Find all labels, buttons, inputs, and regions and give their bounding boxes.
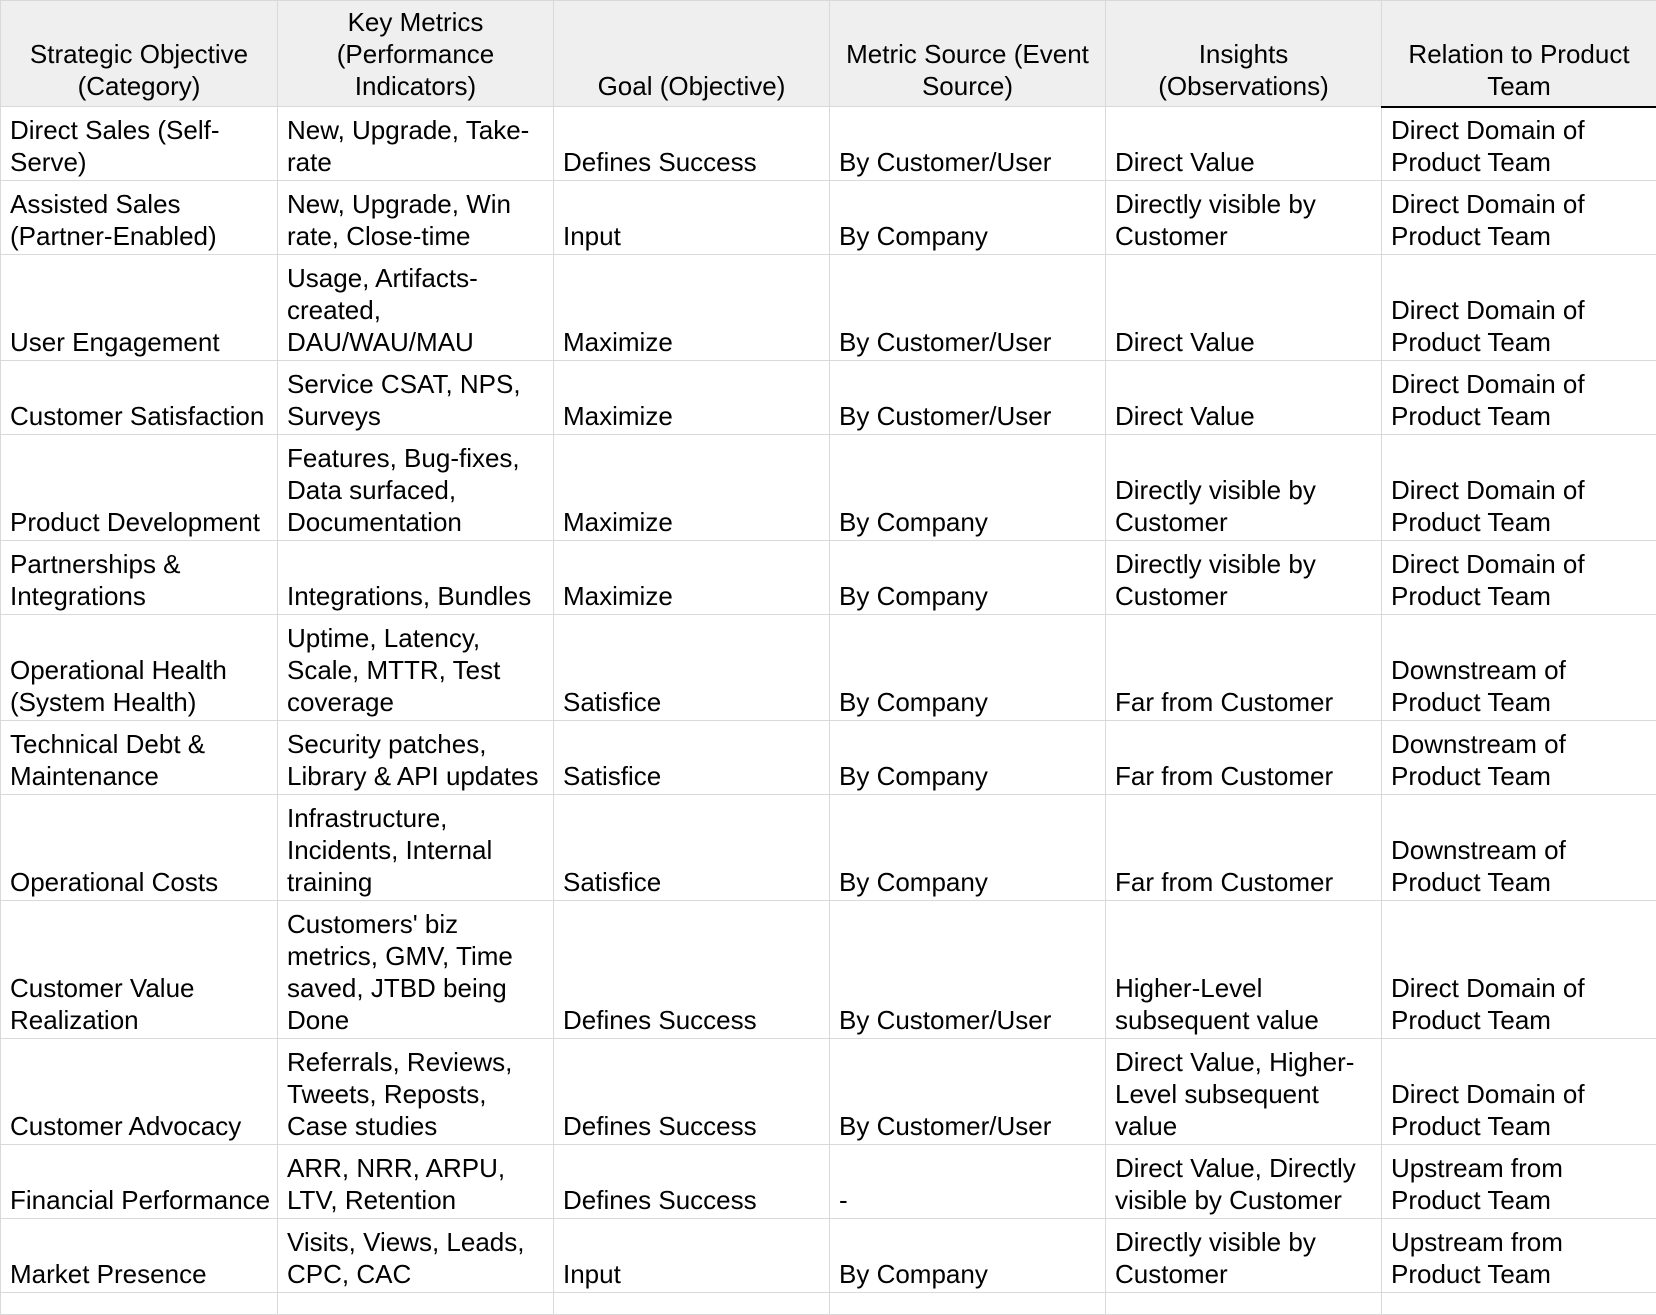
cell-relation[interactable]: Direct Domain of Product Team [1382,181,1656,255]
cell-source[interactable]: By Company [830,181,1106,255]
header-row [1,1,1656,107]
cell-metrics[interactable]: Visits, Views, Leads, CPC, CAC [278,1219,554,1293]
table-row [1,541,1656,615]
cell-source[interactable]: By Company [830,541,1106,615]
cell-objective[interactable]: Operational Health (System Health) [1,615,278,721]
header-insights[interactable]: Insights (Observations) [1106,1,1382,107]
header-relation-to-product-team[interactable]: Relation to Product Team [1382,1,1656,107]
table-row [1,435,1656,541]
cell-insights[interactable]: Directly visible by Customer [1106,541,1382,615]
cell-objective[interactable]: Partnerships & Integrations [1,541,278,615]
table-row [1,615,1656,721]
cell-metrics[interactable]: ARR, NRR, ARPU, LTV, Retention [278,1145,554,1219]
cell-source[interactable]: By Customer/User [830,361,1106,435]
header-goal[interactable]: Goal (Objective) [554,1,830,107]
cell-relation[interactable]: Upstream from Product Team [1382,1219,1656,1293]
cell-objective[interactable]: Financial Performance [1,1145,278,1219]
cell-source[interactable]: By Company [830,795,1106,901]
cell-metrics[interactable]: Integrations, Bundles [278,541,554,615]
table-row [1,795,1656,901]
cell-goal[interactable]: Input [554,181,830,255]
cell-insights[interactable]: Direct Value [1106,255,1382,361]
cell-goal[interactable]: Satisfice [554,615,830,721]
cell-relation[interactable]: Direct Domain of Product Team [1382,541,1656,615]
cell-insights[interactable]: Far from Customer [1106,721,1382,795]
cell-source[interactable]: By Customer/User [830,255,1106,361]
cell-objective[interactable]: Assisted Sales (Partner-Enabled) [1,181,278,255]
cell-relation[interactable]: Downstream of Product Team [1382,721,1656,795]
cell-insights[interactable]: Directly visible by Customer [1106,1219,1382,1293]
cell-metrics[interactable]: Referrals, Reviews, Tweets, Reposts, Case studies [278,1039,554,1145]
cell-objective[interactable]: Customer Satisfaction [1,361,278,435]
cell-metrics[interactable]: Service CSAT, NPS, Surveys [278,361,554,435]
cell-relation[interactable]: Upstream from Product Team [1382,1145,1656,1219]
cell-insights[interactable]: Far from Customer [1106,615,1382,721]
cell-objective[interactable]: User Engagement [1,255,278,361]
cell-insights[interactable]: Directly visible by Customer [1106,181,1382,255]
cell-goal[interactable]: Satisfice [554,795,830,901]
cell-source[interactable]: By Customer/User [830,901,1106,1039]
empty-cell[interactable] [1382,1293,1656,1315]
cell-goal[interactable]: Input [554,1219,830,1293]
cell-objective[interactable]: Customer Value Realization [1,901,278,1039]
cell-goal[interactable]: Defines Success [554,1039,830,1145]
cell-relation[interactable]: Downstream of Product Team [1382,615,1656,721]
cell-relation[interactable]: Downstream of Product Team [1382,795,1656,901]
header-strategic-objective[interactable]: Strategic Objective (Category) [1,1,278,107]
cell-insights[interactable]: Direct Value [1106,361,1382,435]
cell-goal[interactable]: Maximize [554,435,830,541]
cell-goal[interactable]: Maximize [554,255,830,361]
empty-cell[interactable] [1,1293,278,1315]
cell-metrics[interactable]: Customers' biz metrics, GMV, Time saved, JTBD being Done [278,901,554,1039]
table-row [1,721,1656,795]
cell-relation[interactable]: Direct Domain of Product Team [1382,107,1656,181]
cell-objective[interactable]: Technical Debt & Maintenance [1,721,278,795]
cell-insights[interactable]: Direct Value, Directly visible by Customer [1106,1145,1382,1219]
empty-cell[interactable] [830,1293,1106,1315]
table-row [1,1039,1656,1145]
cell-metrics[interactable]: Security patches, Library & API updates [278,721,554,795]
cell-source[interactable]: By Company [830,721,1106,795]
cell-objective[interactable]: Operational Costs [1,795,278,901]
cell-relation[interactable]: Direct Domain of Product Team [1382,361,1656,435]
cell-source[interactable]: By Customer/User [830,107,1106,181]
cell-relation[interactable]: Direct Domain of Product Team [1382,901,1656,1039]
cell-source[interactable]: By Company [830,1219,1106,1293]
table-row [1,361,1656,435]
header-key-metrics[interactable]: Key Metrics (Performance Indicators) [278,1,554,107]
cell-source[interactable]: By Company [830,615,1106,721]
table-row [1,255,1656,361]
table-row [1,107,1656,181]
table-row [1,181,1656,255]
cell-goal[interactable]: Defines Success [554,901,830,1039]
cell-insights[interactable]: Far from Customer [1106,795,1382,901]
cell-goal[interactable]: Satisfice [554,721,830,795]
empty-cell[interactable] [1106,1293,1382,1315]
cell-goal[interactable]: Defines Success [554,1145,830,1219]
empty-row [1,1293,1656,1315]
cell-metrics[interactable]: New, Upgrade, Take-rate [278,107,554,181]
empty-cell[interactable] [278,1293,554,1315]
cell-relation[interactable]: Direct Domain of Product Team [1382,1039,1656,1145]
cell-objective[interactable]: Market Presence [1,1219,278,1293]
cell-source[interactable]: By Company [830,435,1106,541]
table-row [1,901,1656,1039]
cell-metrics[interactable]: Uptime, Latency, Scale, MTTR, Test coverage [278,615,554,721]
table-row [1,1145,1656,1219]
table-row [1,1219,1656,1293]
cell-insights[interactable]: Higher-Level subsequent value [1106,901,1382,1039]
header-metric-source[interactable]: Metric Source (Event Source) [830,1,1106,107]
cell-relation[interactable]: Direct Domain of Product Team [1382,255,1656,361]
cell-goal[interactable]: Maximize [554,361,830,435]
empty-cell[interactable] [554,1293,830,1315]
cell-metrics[interactable]: New, Upgrade, Win rate, Close-time [278,181,554,255]
cell-objective[interactable]: Product Development [1,435,278,541]
cell-metrics[interactable]: Features, Bug-fixes, Data surfaced, Documentation [278,435,554,541]
cell-source[interactable]: - [830,1145,1106,1219]
cell-insights[interactable]: Direct Value, Higher-Level subsequent value [1106,1039,1382,1145]
cell-source[interactable]: By Customer/User [830,1039,1106,1145]
cell-insights[interactable]: Direct Value [1106,107,1382,181]
cell-insights[interactable]: Directly visible by Customer [1106,435,1382,541]
cell-relation[interactable]: Direct Domain of Product Team [1382,435,1656,541]
cell-goal[interactable]: Maximize [554,541,830,615]
cell-metrics[interactable]: Infrastructure, Incidents, Internal training [278,795,554,901]
cell-objective[interactable]: Customer Advocacy [1,1039,278,1145]
cell-objective[interactable]: Direct Sales (Self-Serve) [1,107,278,181]
cell-goal[interactable]: Defines Success [554,107,830,181]
cell-metrics[interactable]: Usage, Artifacts-created, DAU/WAU/MAU [278,255,554,361]
